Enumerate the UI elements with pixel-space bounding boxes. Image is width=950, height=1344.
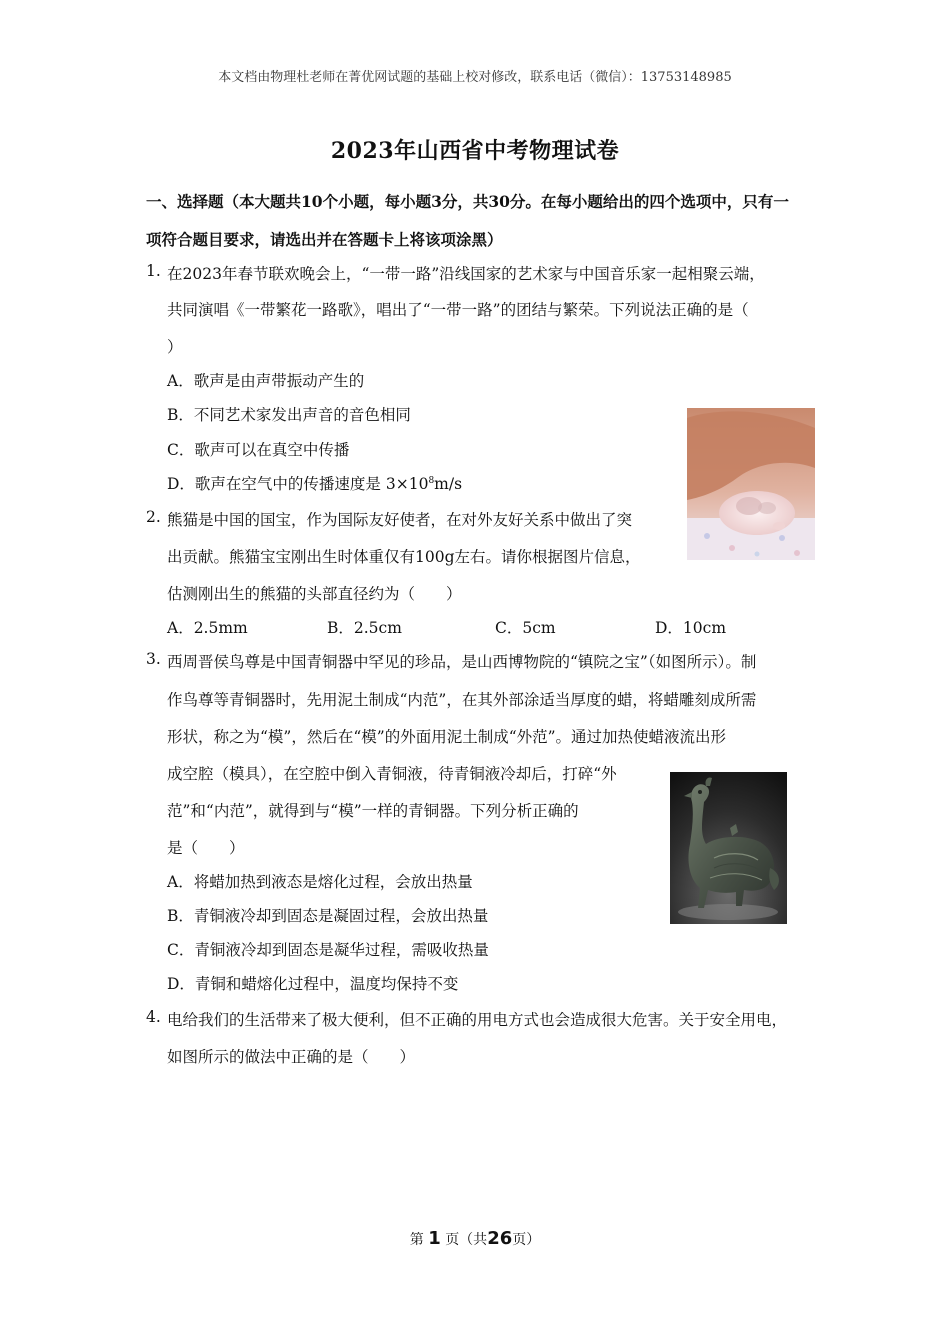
q2-option-b: B．2.5cm — [327, 619, 402, 637]
q2-number: 2. — [146, 508, 161, 526]
page-footer — [0, 1228, 950, 1249]
q2-stem-line1: 熊猫是中国的国宝，作为国际友好使者，在对外友好关系中做出了突 — [167, 511, 633, 529]
q1-option-d-text: D．歌声在空气中的传播速度是 3×10 — [167, 475, 429, 493]
section-heading-line2: 项符合题目要求，请选出并在答题卡上将该项涂黑） — [146, 230, 503, 249]
footer-middle: 页（共 — [445, 1232, 488, 1248]
q1-option-a: A．歌声是由声带振动产生的 — [167, 372, 365, 390]
q4-stem-line2: 如图所示的做法中正确的是（ ） — [167, 1048, 416, 1066]
footer-prefix: 第 — [409, 1232, 424, 1248]
q3-stem-line5: 范”和“内范”，就得到与“模”一样的青铜器。下列分析正确的 — [167, 802, 579, 820]
q3-option-a: A．将蜡加热到液态是熔化过程，会放出热量 — [167, 873, 473, 891]
q1-option-b: B．不同艺术家发出声音的音色相同 — [167, 406, 411, 424]
q3-option-d: D．青铜和蜡熔化过程中，温度均保持不变 — [167, 975, 459, 993]
header-note: 本文档由物理杜老师在菁优网试题的基础上校对修改，联系电话（微信）：13753148985 — [218, 70, 732, 85]
q1-option-d-unit: m/s — [434, 475, 463, 493]
q2-option-d: D．10cm — [655, 619, 727, 637]
footer-total-pages: 26 — [487, 1228, 513, 1249]
q4-stem-line1: 电给我们的生活带来了极大便利，但不正确的用电方式也会造成很大危害。关于安全用电， — [167, 1011, 788, 1029]
page-title: 2023年山西省中考物理试卷 — [330, 138, 620, 164]
panda-cub-photo — [687, 408, 815, 560]
q1-option-c: C．歌声可以在真空中传播 — [167, 441, 350, 459]
q1-option-d — [167, 472, 462, 494]
q3-stem-line1: 西周晋侯鸟尊是中国青铜器中罕见的珍品，是山西博物院的“镇院之宝”（如图所示）。制 — [167, 653, 757, 671]
q2-option-a: A．2.5mm — [167, 619, 248, 637]
q3-stem-line2: 作鸟尊等青铜器时，先用泥土制成“内范”，在其外部涂适当厚度的蜡，将蜡雕刻成所需 — [167, 691, 757, 709]
q2-stem-line2: 出贡献。熊猫宝宝刚出生时体重仅有100g左右。请你根据图片信息， — [167, 548, 641, 566]
q4-number: 4. — [146, 1008, 161, 1026]
q1-stem-line1: 在2023年春节联欢晚会上，“一带一路”沿线国家的艺术家与中国音乐家一起相聚云端， — [167, 265, 765, 283]
q3-stem-line4: 成空腔（模具），在空腔中倒入青铜液，待青铜液冷却后，打碎“外 — [167, 765, 617, 783]
bronze-bird-zun-photo — [670, 772, 787, 924]
footer-suffix: 页） — [512, 1232, 541, 1248]
q1-stem-line2: 共同演唱《一带繁花一路歌》，唱出了“一带一路”的团结与繁荣。下列说法正确的是（ — [167, 301, 749, 319]
q3-stem-line3: 形状，称之为“模”，然后在“模”的外面用泥土制成“外范”。通过加热使蜡液流出形 — [167, 728, 727, 746]
q3-option-c: C．青铜液冷却到固态是凝华过程，需吸收热量 — [167, 941, 489, 959]
q3-stem-line6: 是（ ） — [167, 839, 245, 857]
section-heading-line1: 一、选择题（本大题共10个小题，每小题3分，共30分。在每小题给出的四个选项中，只有一 — [146, 192, 789, 211]
q1-stem-line3: ） — [167, 338, 183, 356]
q3-option-b: B．青铜液冷却到固态是凝固过程，会放出热量 — [167, 907, 489, 925]
q1-number: 1. — [146, 262, 161, 280]
footer-page-number: 1 — [428, 1228, 441, 1249]
q2-option-c: C．5cm — [495, 619, 556, 637]
q3-number: 3. — [146, 650, 161, 668]
q2-stem-line3: 估测刚出生的熊猫的头部直径约为（ ） — [167, 585, 462, 603]
q1-option-d-exponent: 8 — [428, 475, 435, 486]
